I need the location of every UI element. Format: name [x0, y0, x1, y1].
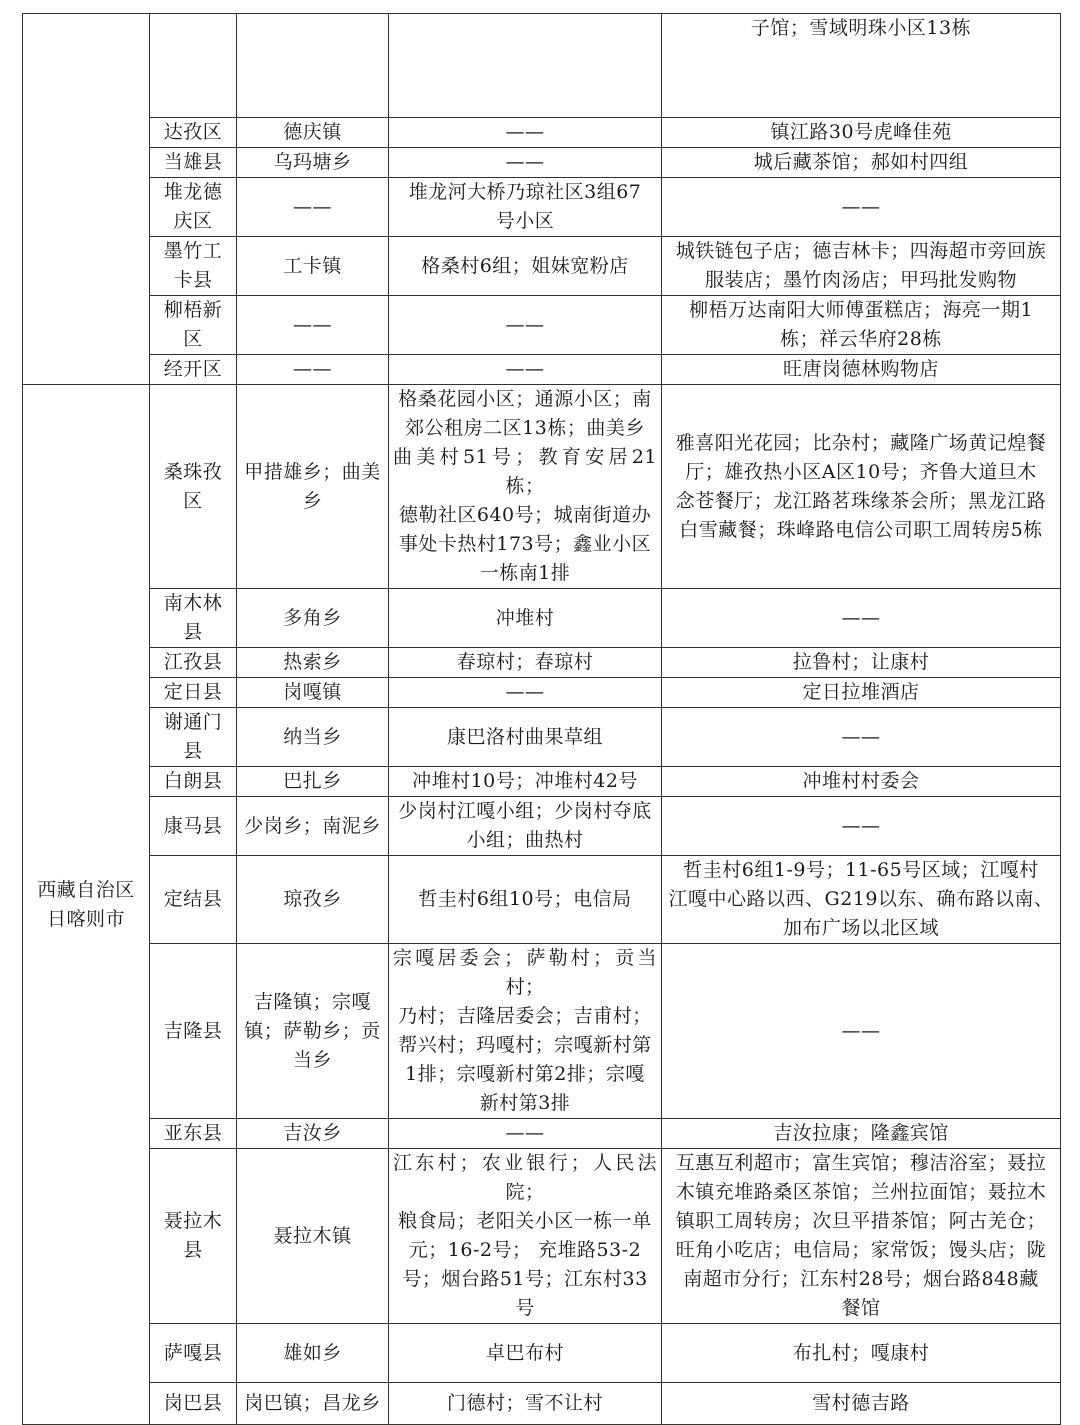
- high-risk-cell: ——: [389, 118, 662, 148]
- town-cell: 少岗乡；南泥乡: [237, 797, 389, 856]
- high-risk-cell: ——: [389, 1119, 662, 1149]
- town-cell: ——: [237, 355, 389, 385]
- mid-risk-cell: 旺唐岗德林购物店: [662, 355, 1061, 385]
- town-cell: 岗嘎镇: [237, 678, 389, 708]
- town-cell: 工卡镇: [237, 237, 389, 296]
- town-cell: [237, 14, 389, 118]
- region-cell: 西藏自治区 日喀则市: [23, 385, 150, 1425]
- high-risk-cell: 少岗村江嘎小组；少岗村夺底 小组；曲热村: [389, 797, 662, 856]
- town-cell: 吉汝乡: [237, 1119, 389, 1149]
- mid-risk-cell: ——: [662, 797, 1061, 856]
- county-cell: 吉隆县: [150, 944, 237, 1119]
- high-risk-cell: ——: [389, 355, 662, 385]
- mid-risk-cell: 定日拉堆酒店: [662, 678, 1061, 708]
- mid-risk-cell: ——: [662, 944, 1061, 1119]
- table-row: [23, 14, 1061, 118]
- high-risk-cell: 宗嘎居委会；萨勒村；贡当村； 乃村；吉隆居委会；吉甫村； 帮兴村；玛嘎村；宗嘎新村第 1排；宗嘎新村第2排；宗嘎 新村第3排: [389, 944, 662, 1119]
- table-row: [23, 355, 1061, 385]
- mid-risk-cell: ——: [662, 589, 1061, 648]
- mid-risk-cell: ——: [662, 178, 1061, 237]
- table-row: [23, 1149, 1061, 1324]
- mid-risk-cell: 子馆；雪域明珠小区13栋: [662, 14, 1061, 118]
- table-row: [23, 148, 1061, 178]
- county-cell: 柳梧新 区: [150, 296, 237, 355]
- table-row: [23, 648, 1061, 678]
- high-risk-cell: 江东村；农业银行；人民法院； 粮食局；老阳关小区一栋一单 元；16-2号； 充堆路53-2 号；烟台路51号；江东村33 号: [389, 1149, 662, 1324]
- table-row: [23, 1119, 1061, 1149]
- high-risk-cell: 哲圭村6组10号；电信局: [389, 856, 662, 944]
- high-risk-cell: ——: [389, 678, 662, 708]
- mid-risk-cell: 雪村德吉路: [662, 1383, 1061, 1425]
- mid-risk-cell: 城铁链包子店；德吉林卡；四海超市旁回族 服装店；墨竹肉汤店；甲玛批发购物: [662, 237, 1061, 296]
- county-cell: 达孜区: [150, 118, 237, 148]
- table-row: [23, 237, 1061, 296]
- county-cell: 经开区: [150, 355, 237, 385]
- town-cell: ——: [237, 178, 389, 237]
- mid-risk-cell: 城后藏茶馆；郝如村四组: [662, 148, 1061, 178]
- county-cell: 当雄县: [150, 148, 237, 178]
- county-cell: 桑珠孜 区: [150, 385, 237, 589]
- table-row: [23, 797, 1061, 856]
- table-row: [23, 1383, 1061, 1425]
- high-risk-cell: ——: [389, 148, 662, 178]
- mid-risk-cell: 哲圭村6组1-9号；11-65号区域；江嘎村 江嘎中心路以西、G219以东、确布路以南、 加布广场以北区域: [662, 856, 1061, 944]
- mid-risk-cell: 拉鲁村；让康村: [662, 648, 1061, 678]
- high-risk-cell: 堆龙河大桥乃琼社区3组67 号小区: [389, 178, 662, 237]
- county-cell: 谢通门 县: [150, 708, 237, 767]
- high-risk-cell: 冲堆村10号；冲堆村42号: [389, 767, 662, 797]
- mid-risk-cell: 布扎村；嘎康村: [662, 1324, 1061, 1383]
- high-risk-cell: 格桑花园小区；通源小区；南 郊公租房二区13栋；曲美乡 曲美村51号；教育安居21栋； 德勒社区640号；城南街道办 事处卡热村173号；鑫业小区 一栋南1排: [389, 385, 662, 589]
- table-row: [23, 118, 1061, 148]
- county-cell: 岗巴县: [150, 1383, 237, 1425]
- county-cell: 墨竹工 卡县: [150, 237, 237, 296]
- table-row: [23, 296, 1061, 355]
- county-cell: 康马县: [150, 797, 237, 856]
- town-cell: 琼孜乡: [237, 856, 389, 944]
- town-cell: 乌玛塘乡: [237, 148, 389, 178]
- mid-risk-cell: 互惠互利超市；富生宾馆；穆洁浴室；聂拉 木镇充堆路桑区茶馆；兰州拉面馆；聂拉木 镇职工周转房；次旦平措茶馆；阿古羌仓； 旺角小吃店；电信局；家常饭；馒头店；陇 南超市分行；江东村28号；烟台路848藏 餐馆: [662, 1149, 1061, 1324]
- county-cell: 亚东县: [150, 1119, 237, 1149]
- high-risk-cell: 格桑村6组；姐妹宽粉店: [389, 237, 662, 296]
- county-cell: 白朗县: [150, 767, 237, 797]
- town-cell: ——: [237, 296, 389, 355]
- town-cell: 岗巴镇；昌龙乡: [237, 1383, 389, 1425]
- town-cell: 热索乡: [237, 648, 389, 678]
- town-cell: 德庆镇: [237, 118, 389, 148]
- mid-risk-cell: 雅喜阳光花园；比杂村；藏隆广场黄记煌餐 厅；雄孜热小区A区10号；齐鲁大道旦木 念苍餐厅；龙江路茗珠缘茶会所；黑龙江路 白雪藏餐；珠峰路电信公司职工周转房5栋: [662, 385, 1061, 589]
- table-row: [23, 708, 1061, 767]
- high-risk-cell: 春琼村；春琼村: [389, 648, 662, 678]
- town-cell: 巴扎乡: [237, 767, 389, 797]
- town-cell: 雄如乡: [237, 1324, 389, 1383]
- mid-risk-cell: 柳梧万达南阳大师傅蛋糕店；海亮一期1 栋；祥云华府28栋: [662, 296, 1061, 355]
- county-cell: 定日县: [150, 678, 237, 708]
- mid-risk-cell: ——: [662, 708, 1061, 767]
- table-row: [23, 856, 1061, 944]
- location-table: [22, 13, 1061, 1425]
- high-risk-cell: [389, 14, 662, 118]
- table-row: [23, 385, 1061, 589]
- table-row: [23, 767, 1061, 797]
- county-cell: [150, 14, 237, 118]
- town-cell: 纳当乡: [237, 708, 389, 767]
- town-cell: 多角乡: [237, 589, 389, 648]
- mid-risk-cell: 吉汝拉康；隆鑫宾馆: [662, 1119, 1061, 1149]
- high-risk-cell: 门德村；雪不让村: [389, 1383, 662, 1425]
- mid-risk-cell: 冲堆村村委会: [662, 767, 1061, 797]
- region-cell: [23, 14, 150, 385]
- table-row: [23, 678, 1061, 708]
- county-cell: 江孜县: [150, 648, 237, 678]
- table-row: [23, 944, 1061, 1119]
- high-risk-cell: 冲堆村: [389, 589, 662, 648]
- town-cell: 甲措雄乡；曲美 乡: [237, 385, 389, 589]
- high-risk-cell: 康巴洛村曲果草组: [389, 708, 662, 767]
- county-cell: 堆龙德 庆区: [150, 178, 237, 237]
- table-row: [23, 589, 1061, 648]
- county-cell: 聂拉木 县: [150, 1149, 237, 1324]
- county-cell: 南木林 县: [150, 589, 237, 648]
- high-risk-cell: 卓巴布村: [389, 1324, 662, 1383]
- county-cell: 萨嘎县: [150, 1324, 237, 1383]
- county-cell: 定结县: [150, 856, 237, 944]
- table-row: [23, 178, 1061, 237]
- town-cell: 聂拉木镇: [237, 1149, 389, 1324]
- high-risk-cell: ——: [389, 296, 662, 355]
- table-row: [23, 1324, 1061, 1383]
- town-cell: 吉隆镇；宗嘎 镇；萨勒乡；贡 当乡: [237, 944, 389, 1119]
- mid-risk-cell: 镇江路30号虎峰佳苑: [662, 118, 1061, 148]
